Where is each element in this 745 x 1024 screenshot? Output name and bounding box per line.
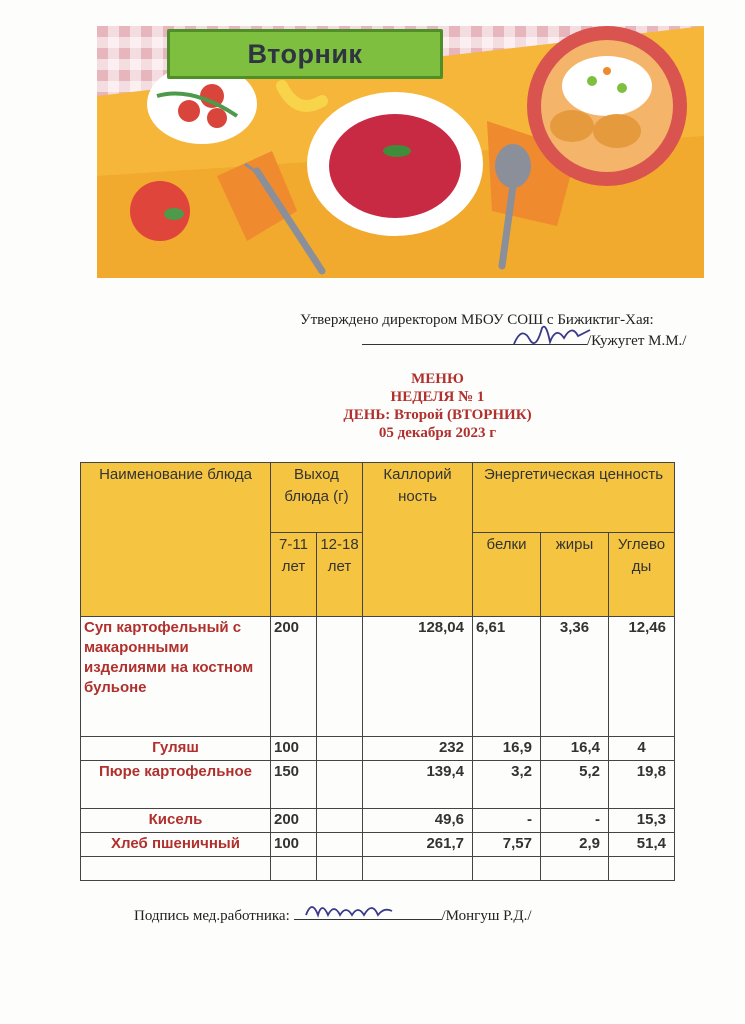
date-label: 05 декабря 2023 г	[378, 425, 497, 441]
proteins-value: 6,61	[473, 617, 541, 737]
header-carbs: Углево ды	[609, 533, 675, 617]
fats-value: 16,4	[541, 737, 609, 761]
medic-name: /Монгуш Р.Д./	[441, 908, 532, 924]
header-age-12-18: 12-18 лет	[317, 533, 363, 617]
table-row	[81, 761, 675, 809]
table-row	[81, 833, 675, 857]
proteins-value	[473, 857, 541, 881]
fats-value: 3,36	[541, 617, 609, 737]
table-row	[81, 737, 675, 761]
medic-signature-block	[134, 905, 532, 925]
header-energy: Энергетическая ценность	[473, 463, 675, 533]
table-row	[81, 809, 675, 833]
calories-value: 128,04	[363, 617, 473, 737]
header-output: Выход блюда (г)	[271, 463, 363, 533]
portion-7-11: 100	[271, 833, 317, 857]
menu-heading	[0, 370, 745, 442]
portion-12-18	[317, 737, 363, 761]
signature-blank	[362, 330, 587, 345]
header-dish-name: Наименование блюда	[81, 463, 271, 617]
dish-name: Хлеб пшеничный	[81, 833, 271, 857]
calories-value: 232	[363, 737, 473, 761]
portion-7-11: 200	[271, 809, 317, 833]
table-row	[81, 857, 675, 881]
director-signature-line	[300, 330, 686, 351]
proteins-value: 16,9	[473, 737, 541, 761]
dish-name: Кисель	[81, 809, 271, 833]
portion-7-11: 100	[271, 737, 317, 761]
carbs-value: 15,3	[609, 809, 675, 833]
portion-7-11: 200	[271, 617, 317, 737]
portion-12-18	[317, 761, 363, 809]
calories-value: 261,7	[363, 833, 473, 857]
approval-block	[300, 310, 686, 351]
header-calories: Каллорий ность	[363, 463, 473, 617]
proteins-value: -	[473, 809, 541, 833]
table-row	[81, 617, 675, 737]
day-label: ДЕНЬ: Второй (ВТОРНИК)	[343, 407, 532, 423]
carbs-value: 4	[609, 737, 675, 761]
portion-7-11: 150	[271, 761, 317, 809]
portion-12-18	[317, 617, 363, 737]
calories-value: 49,6	[363, 809, 473, 833]
portion-12-18	[317, 857, 363, 881]
fats-value: 5,2	[541, 761, 609, 809]
carbs-value	[609, 857, 675, 881]
calories-value: 139,4	[363, 761, 473, 809]
carbs-value: 19,8	[609, 761, 675, 809]
director-name: /Кужугет М.М./	[587, 333, 687, 349]
header-age-7-11: 7-11 лет	[271, 533, 317, 617]
signature-icon	[304, 897, 394, 923]
approval-line: Утверждено директором МБОУ СОШ с Бижиктиг-Хая:	[300, 312, 654, 328]
header-proteins: белки	[473, 533, 541, 617]
carbs-value: 51,4	[609, 833, 675, 857]
header-fats: жиры	[541, 533, 609, 617]
portion-7-11	[271, 857, 317, 881]
spoon-icon	[495, 144, 531, 188]
week-label: НЕДЕЛЯ № 1	[390, 389, 485, 405]
signature-blank	[294, 905, 442, 920]
day-title: Вторник	[167, 29, 443, 79]
dish-name: Суп картофельный с макаронными изделиями на костном бульоне	[81, 617, 271, 737]
dish-name: Пюре картофельное	[81, 761, 271, 809]
fats-value: -	[541, 809, 609, 833]
fats-value: 2,9	[541, 833, 609, 857]
menu-title: МЕНЮ	[411, 371, 464, 387]
menu-banner	[97, 26, 704, 278]
portion-12-18	[317, 809, 363, 833]
menu-table	[80, 462, 675, 881]
carbs-value: 12,46	[609, 617, 675, 737]
dish-name: Гуляш	[81, 737, 271, 761]
medic-label: Подпись мед.работника:	[134, 908, 290, 924]
proteins-value: 7,57	[473, 833, 541, 857]
fats-value	[541, 857, 609, 881]
dish-name	[81, 857, 271, 881]
calories-value	[363, 857, 473, 881]
portion-12-18	[317, 833, 363, 857]
proteins-value: 3,2	[473, 761, 541, 809]
